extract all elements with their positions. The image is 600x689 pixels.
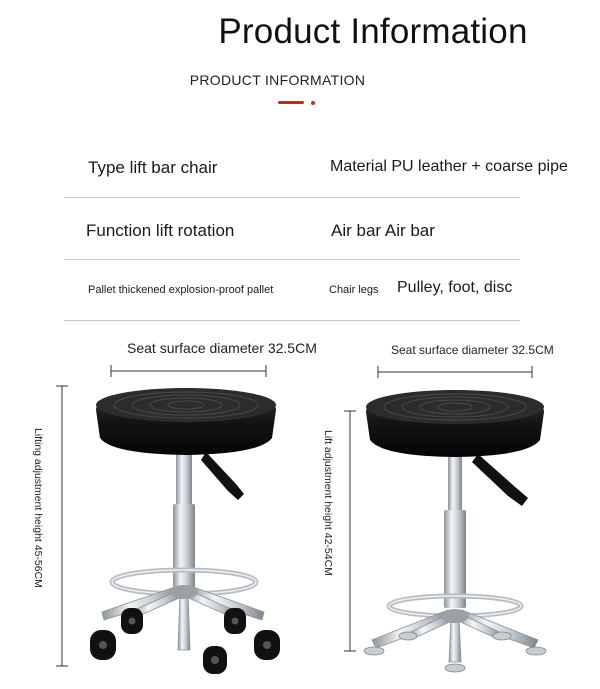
spec-pallet: Pallet thickened explosion-proof pallet — [88, 284, 274, 296]
left-height-label: Lifting adjustment height 45-56CM — [32, 428, 44, 588]
spec-function: Function lift rotation — [86, 221, 235, 240]
right-stool — [364, 390, 546, 672]
left-height-dimension-line — [56, 386, 68, 666]
right-seat-dimension-line — [378, 366, 532, 378]
spec-legs-value: Pulley, foot, disc — [397, 279, 513, 296]
right-seat-diameter-label: Seat surface diameter 32.5CM — [391, 343, 554, 357]
spec-type: Type lift bar chair — [88, 158, 218, 177]
left-stool — [90, 388, 280, 674]
left-seat-diameter-label: Seat surface diameter 32.5CM — [127, 340, 317, 356]
left-seat-dimension-line — [111, 365, 266, 377]
page-subtitle: PRODUCT INFORMATION — [189, 72, 366, 88]
right-height-label: Lift adjustment height 42-54CM — [322, 430, 334, 576]
right-height-dimension-line — [344, 411, 356, 651]
page-title: Product Information — [218, 12, 528, 51]
spec-air-bar: Air bar Air bar — [331, 221, 435, 240]
spec-material: Material PU leather + coarse pipe — [330, 158, 568, 175]
spec-legs-label: Chair legs — [329, 284, 379, 296]
